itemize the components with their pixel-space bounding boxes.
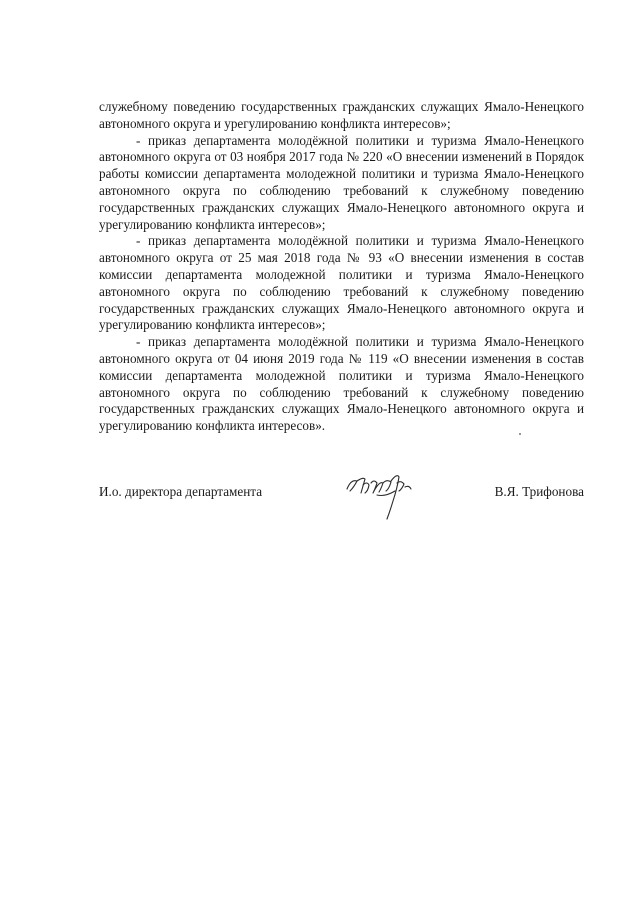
document-body bbox=[99, 99, 584, 435]
scan-speck bbox=[519, 433, 521, 435]
paragraph-order-2017: - приказ департамента молодёжной политики и туризма Ямало-Ненецкого автономного округа от 03 ноября 2017 года № 220 «О внесении изменений в Порядок работы комиссии департамента молодежной политики и туризма Ямало-Ненецкого автономного округа по соблюдению требований к служебному поведению государственных гражданских служащих Ямало-Ненецкого автономного округа и урегулированию конфликта интересов»; bbox=[99, 132, 584, 232]
handwritten-signature bbox=[341, 467, 431, 529]
paragraph-order-2018: - приказ департамента молодёжной политики и туризма Ямало-Ненецкого автономного округа от 25 мая 2018 года № 93 «О внесении изменения в состав комиссии департамента молодежной политики и туризма Ямало-Ненецкого автономного округа по соблюдению требований к служебному поведению государственных гражданских служащих Ямало-Ненецкого автономного округа и урегулированию конфликта интересов»; bbox=[99, 233, 584, 333]
signer-position-title: И.о. директора департамента bbox=[99, 484, 263, 499]
signer-name: В.Я. Трифонова bbox=[494, 484, 584, 499]
paragraph-order-2019: - приказ департамента молодёжной политики и туризма Ямало-Ненецкого автономного округа от 04 июня 2019 года № 119 «О внесении изменения в состав комиссии департамента молодежной политики и туризма Ямало-Ненецкого автономного округа по соблюдению требований к служебному поведению государственных гражданских служащих Ямало-Ненецкого автономного округа и урегулированию конфликта интересов». bbox=[99, 334, 584, 434]
paragraph-continuation: служебному поведению государственных гражданских служащих Ямало-Ненецкого автономного округа и урегулированию конфликта интересов»; bbox=[99, 99, 584, 131]
signature-block bbox=[99, 477, 584, 537]
